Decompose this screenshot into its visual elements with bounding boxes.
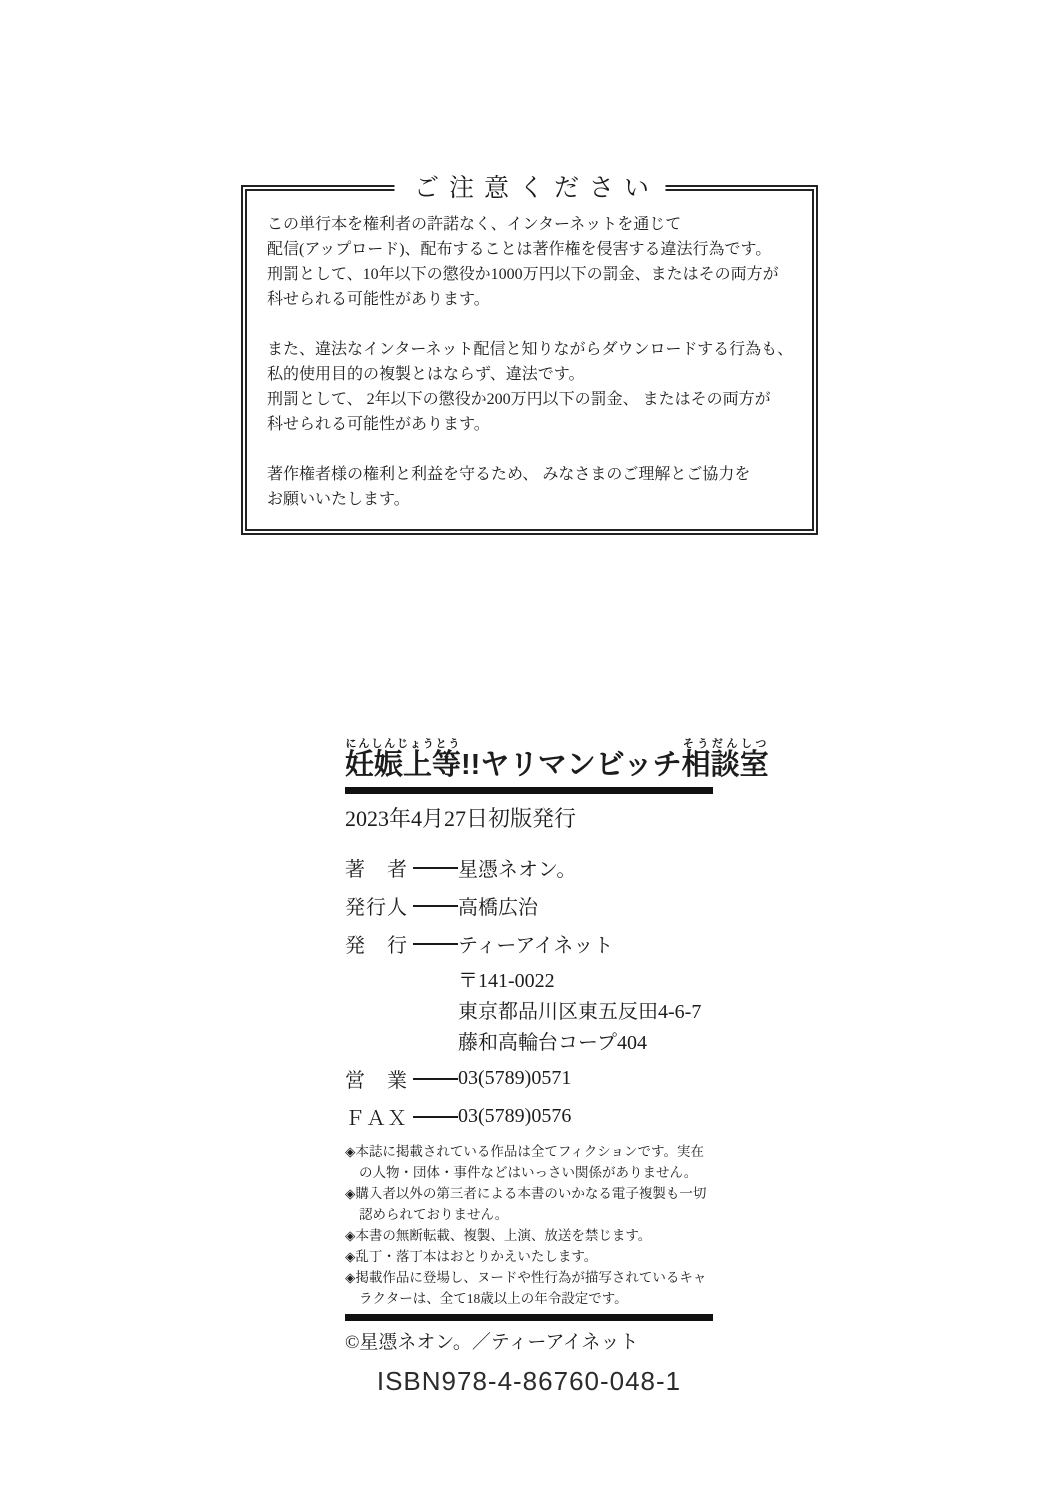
paragraph-gap bbox=[267, 312, 800, 337]
notice-line: 配信(アップロード)、配布することは著作権を侵害する違法行為です。 bbox=[267, 241, 772, 258]
notice-body bbox=[247, 191, 812, 512]
notice-line: お願いいたします。 bbox=[267, 491, 410, 508]
credit-row-author bbox=[345, 854, 713, 882]
credit-value: 星憑ネオン。 bbox=[458, 859, 577, 882]
publisher-address bbox=[458, 968, 713, 1057]
isbn: ISBN978-4-86760-048-1 bbox=[376, 1365, 682, 1396]
legal-note bbox=[345, 1183, 713, 1225]
credit-label: 著 者 bbox=[345, 859, 408, 882]
book-title-furigana: そうだんしつ bbox=[681, 738, 769, 750]
contact-row-sales bbox=[345, 1065, 713, 1093]
legal-note bbox=[345, 1141, 713, 1183]
paragraph-gap bbox=[267, 437, 800, 462]
notice-line: 刑罰として、10年以下の懲役か1000万円以下の罰金、またはその両方が bbox=[267, 266, 779, 283]
credit-value: ティーアイネット bbox=[458, 935, 614, 958]
diamond-bullet-icon: ◈ bbox=[345, 1227, 356, 1243]
contacts-list bbox=[345, 1065, 713, 1131]
legal-note-text: 本誌に掲載されている作品は全てフィクションです。実在の人物・団体・事件などはいっさい関係がありません。 bbox=[355, 1143, 704, 1180]
contact-row-fax bbox=[345, 1103, 713, 1131]
credit-value: 高橋広治 bbox=[458, 897, 538, 920]
divider-rule-top bbox=[345, 787, 713, 794]
piracy-warning-box bbox=[241, 175, 818, 535]
notice-line: 科せられる可能性があります。 bbox=[267, 291, 490, 308]
notice-line: また、違法なインターネット配信と知りながらダウンロードする行為も、 bbox=[267, 341, 794, 358]
legal-note bbox=[345, 1267, 713, 1309]
book-title-segment-1 bbox=[345, 738, 462, 781]
leader-line bbox=[413, 943, 458, 945]
book-title-base: 妊娠上等 bbox=[345, 749, 462, 781]
edition-date: 2023年4月27日初版発行 bbox=[345, 805, 577, 831]
contact-fax: 03(5789)0576 bbox=[458, 1105, 572, 1128]
notice-line: 私的使用目的の複製とはならず、違法です。 bbox=[267, 366, 585, 383]
book-title-segment-2 bbox=[681, 738, 769, 781]
credit-label: 発 行 bbox=[345, 935, 408, 958]
legal-note-text: 乱丁・落丁本はおとりかえいたします。 bbox=[355, 1248, 598, 1264]
book-title-furigana: にんしんじょうとう bbox=[345, 738, 461, 750]
diamond-bullet-icon: ◈ bbox=[345, 1248, 356, 1264]
legal-note-text: 購入者以外の第三者による本書のいかなる電子複製も一切認められておりません。 bbox=[355, 1185, 707, 1222]
leader-line bbox=[413, 905, 458, 907]
copyright-line: ©星憑ネオン。／ティーアイネット bbox=[345, 1331, 639, 1353]
credit-label: ＦＡＸ bbox=[345, 1108, 408, 1131]
divider-rule-bottom bbox=[345, 1314, 713, 1321]
credits-list bbox=[345, 854, 713, 958]
credit-label: 営 業 bbox=[345, 1070, 408, 1093]
book-title bbox=[345, 738, 769, 782]
address-line: 東京都品川区東五反田4-6-7 bbox=[458, 1000, 702, 1023]
credit-row-publisher bbox=[345, 930, 713, 958]
legal-notes-list bbox=[345, 1141, 713, 1309]
notice-line: 刑罰として、 2年以下の懲役か200万円以下の罰金、 またはその両方が bbox=[267, 391, 771, 408]
piracy-warning-box-inner-border bbox=[245, 175, 814, 531]
book-title-middle: !!ヤリマンビッチ bbox=[461, 749, 682, 781]
colophon-block bbox=[345, 738, 769, 1397]
leader-line bbox=[413, 1116, 458, 1118]
address-line: 藤和高輪台コープ404 bbox=[458, 1031, 647, 1054]
notice-line: 科せられる可能性があります。 bbox=[267, 416, 490, 433]
notice-line: 著作権者様の権利と利益を守るため、 みなさまのご理解とご協力を bbox=[267, 466, 751, 483]
diamond-bullet-icon: ◈ bbox=[345, 1143, 356, 1159]
legal-note bbox=[345, 1225, 713, 1246]
notice-title: ご注意ください bbox=[394, 171, 665, 207]
contact-phone: 03(5789)0571 bbox=[458, 1067, 572, 1090]
legal-note-text: 本書の無断転載、複製、上演、放送を禁じます。 bbox=[355, 1227, 652, 1243]
postal-code: 〒141-0022 bbox=[458, 969, 555, 992]
legal-note-text: 掲載作品に登場し、ヌードや性行為が描写されているキャラクターは、全て18歳以上の年令設定です。 bbox=[355, 1269, 707, 1306]
credit-row-publisher-person bbox=[345, 892, 713, 920]
leader-line bbox=[413, 1078, 458, 1080]
legal-note bbox=[345, 1246, 713, 1267]
diamond-bullet-icon: ◈ bbox=[345, 1185, 356, 1201]
credit-label: 発行人 bbox=[345, 897, 408, 920]
notice-line: この単行本を権利者の許諾なく、インターネットを通じて bbox=[267, 216, 682, 233]
leader-line bbox=[413, 867, 458, 869]
diamond-bullet-icon: ◈ bbox=[345, 1269, 356, 1285]
book-title-base: 相談室 bbox=[681, 749, 769, 781]
